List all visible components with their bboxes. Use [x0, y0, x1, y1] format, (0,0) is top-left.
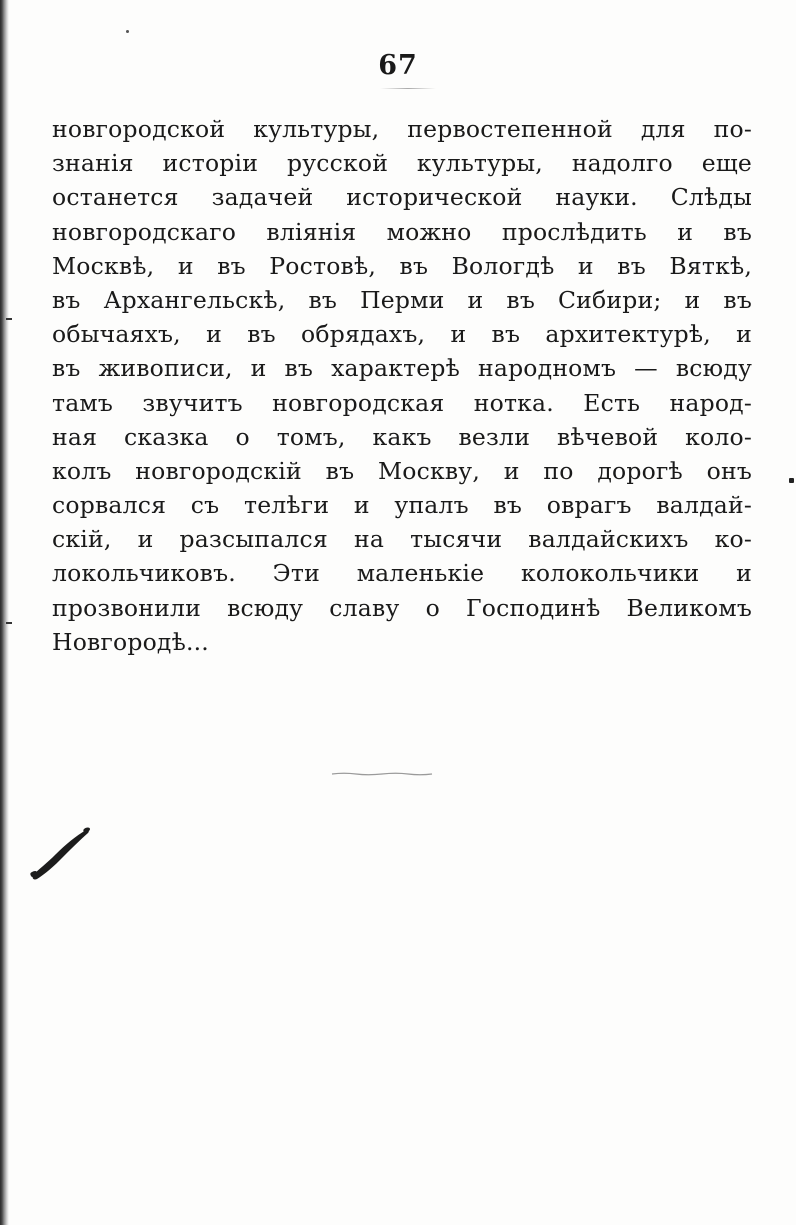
page-number-rule	[380, 88, 436, 89]
ink-smudge	[28, 826, 92, 882]
binding-mark	[6, 318, 12, 320]
text-line: новгородской культуры, первостепенной для по-	[52, 115, 752, 143]
text-line: сорвался съ телѣги и упалъ въ оврагъ валдай-	[52, 491, 752, 520]
page-number: 67	[378, 50, 418, 81]
text-line: прозвонили всюду славу о Господинѣ Великомъ	[52, 593, 752, 622]
body-text	[52, 112, 752, 659]
text-line: Новгородѣ...	[52, 627, 209, 656]
text-line: въ живописи, и въ характерѣ народномъ — всюду	[52, 354, 752, 383]
text-line: локольчиковъ. Эти маленькіе колокольчики и	[52, 559, 752, 588]
paper-speck	[126, 30, 129, 33]
text-line: въ Архангельскѣ, въ Перми и въ Сибири; и въ	[52, 285, 752, 314]
end-ornament	[330, 772, 434, 776]
paper-speck	[789, 478, 794, 483]
page-binding-edge	[0, 0, 9, 1225]
text-line: останется задачей исторической науки. Слѣды	[52, 183, 752, 212]
text-line: знанія исторіи русской культуры, надолго еще	[52, 149, 752, 178]
text-line: новгородскаго вліянія можно прослѣдить и въ	[52, 217, 752, 246]
text-line: тамъ звучитъ новгородская нотка. Есть народ-	[52, 388, 752, 417]
text-line: колъ новгородскій въ Москву, и по дорогѣ онъ	[52, 456, 752, 485]
text-line: Москвѣ, и въ Ростовѣ, въ Вологдѣ и въ Вяткѣ,	[52, 251, 752, 280]
text-line: ная сказка о томъ, какъ везли вѣчевой коло-	[52, 422, 752, 451]
text-line: обычаяхъ, и въ обрядахъ, и въ архитектурѣ, и	[52, 320, 752, 349]
binding-mark	[6, 622, 12, 624]
text-line: скій, и разсыпался на тысячи валдайскихъ ко-	[52, 525, 752, 554]
